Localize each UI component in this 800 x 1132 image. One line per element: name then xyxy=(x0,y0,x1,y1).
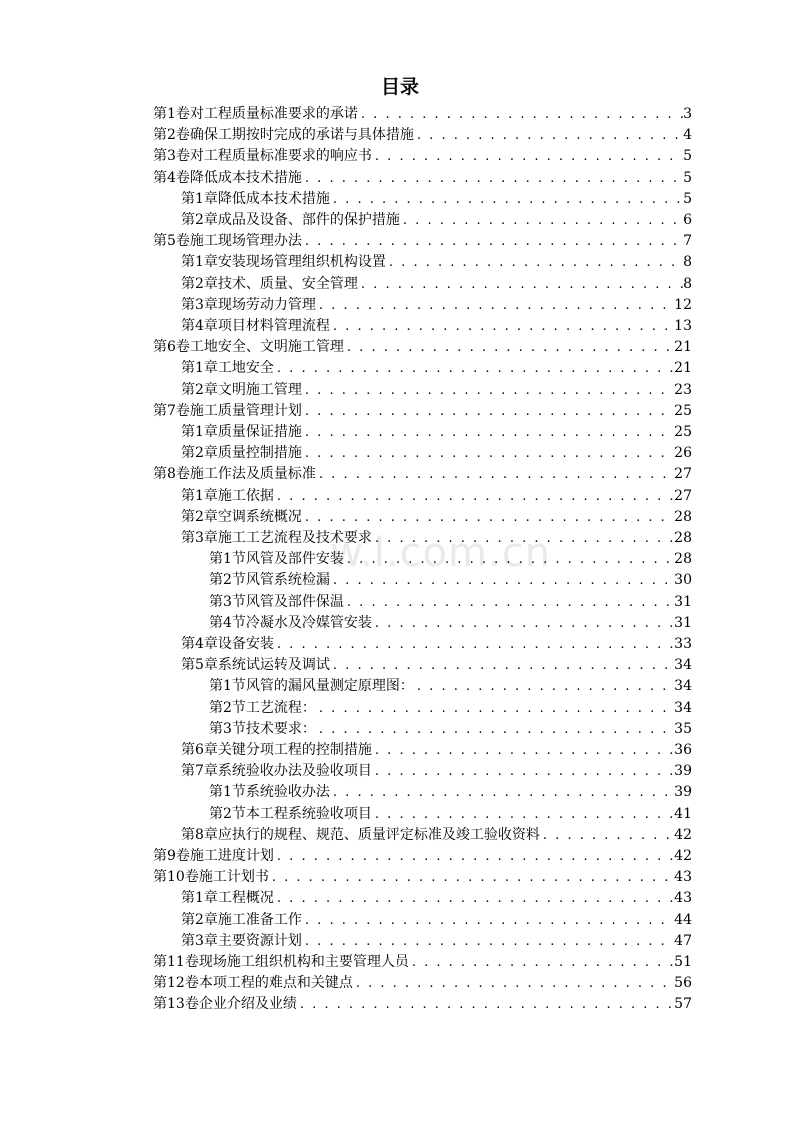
toc-leader-dots xyxy=(358,104,683,125)
toc-entry[interactable] xyxy=(181,740,692,761)
toc-entry-label: 第3卷 xyxy=(153,148,190,165)
toc-leader-dots xyxy=(274,486,674,507)
toc-entry-page: 28 xyxy=(674,530,692,546)
toc-entry-label: 第13卷 xyxy=(153,996,199,1013)
toc-entry-label: 第3章 xyxy=(181,296,218,313)
toc-entry-page: 36 xyxy=(674,742,692,758)
toc-entry[interactable] xyxy=(181,486,692,507)
toc-entry-label: 第4章 xyxy=(181,636,218,652)
toc-entry-page: 7 xyxy=(683,233,692,250)
toc-entry[interactable] xyxy=(209,676,692,697)
toc-entry-page: 51 xyxy=(674,954,692,970)
toc-entry-title: 项目材料管理流程 xyxy=(217,318,330,334)
toc-leader-dots xyxy=(316,719,674,740)
toc-entry[interactable] xyxy=(209,782,692,803)
toc-entry-title: 工地安全、文明施工管理 xyxy=(189,339,344,356)
toc-entry-page: 27 xyxy=(674,466,692,483)
toc-entry-title: 系统试运转及调试 xyxy=(217,657,330,674)
toc-entry-page: 21 xyxy=(674,360,692,377)
toc-entry-title: 施工进度计划 xyxy=(189,848,274,864)
toc-entry-title: 施工现场管理办法 xyxy=(189,233,302,250)
toc-entry[interactable] xyxy=(209,613,692,634)
toc-entry-label: 第1章 xyxy=(181,424,218,440)
toc-entry[interactable] xyxy=(209,804,692,825)
toc-entry[interactable] xyxy=(153,125,692,146)
toc-entry-label: 第10卷 xyxy=(153,869,199,886)
toc-entry-title: 施工工艺流程及技术要求 xyxy=(217,530,372,546)
toc-entry-title: 本工程系统验收项目 xyxy=(245,805,372,822)
toc-leader-dots xyxy=(269,867,674,888)
toc-entry[interactable] xyxy=(153,867,692,888)
toc-entry-title: 施工准备工作 xyxy=(217,911,302,928)
toc-leader-dots xyxy=(274,888,674,909)
toc-leader-dots xyxy=(297,994,674,1015)
toc-entry[interactable] xyxy=(153,973,692,994)
toc-entry-title: 本项工程的难点和关键点 xyxy=(198,975,353,992)
toc-entry-label: 第2章 xyxy=(181,445,218,462)
toc-entry[interactable] xyxy=(153,168,692,189)
toc-entry-title: 对工程质量标准要求的承诺 xyxy=(189,106,358,122)
toc-entry[interactable] xyxy=(181,528,692,549)
toc-entry-page: 26 xyxy=(674,445,692,462)
toc-entry[interactable] xyxy=(181,888,692,909)
toc-entry-title: 施工依据 xyxy=(217,487,274,504)
toc-leader-dots xyxy=(400,210,683,231)
toc-entry-title: 空调系统概况 xyxy=(217,508,302,525)
toc-entry[interactable] xyxy=(209,592,692,613)
toc-leader-dots xyxy=(330,570,674,591)
toc-entry-page: 21 xyxy=(674,339,692,356)
toc-leader-dots xyxy=(540,825,674,846)
toc-entry-page: 31 xyxy=(674,593,692,610)
toc-entry-page: 44 xyxy=(674,911,692,928)
toc-leader-dots xyxy=(330,316,674,337)
toc-entry-page: 34 xyxy=(674,678,692,695)
toc-leader-dots xyxy=(302,931,674,952)
toc-entry-label: 第1卷 xyxy=(153,106,190,122)
toc-entry-title: 质量控制措施 xyxy=(217,445,302,462)
toc-entry-label: 第1节 xyxy=(209,551,246,568)
toc-entry-title: 工地安全 xyxy=(217,360,274,377)
toc-entry[interactable] xyxy=(153,994,692,1015)
toc-entry-page: 47 xyxy=(674,932,692,949)
toc-entry[interactable] xyxy=(209,698,692,719)
toc-entry-title: 降低成本技术措施 xyxy=(217,190,330,207)
toc-entry[interactable] xyxy=(181,422,692,443)
toc-entry-title: 工程概况 xyxy=(217,890,274,907)
toc-entry-label: 第4节 xyxy=(209,614,246,631)
toc-entry-title: 关键分项工程的控制措施 xyxy=(217,742,372,758)
toc-entry-label: 第7卷 xyxy=(153,402,190,419)
toc-entry[interactable] xyxy=(181,210,692,231)
toc-entry-page: 5 xyxy=(683,190,692,207)
toc-entry-title: 技术要求： xyxy=(245,720,316,737)
toc-leader-dots xyxy=(330,189,683,210)
toc-entry-page: 42 xyxy=(674,848,692,864)
toc-entry[interactable] xyxy=(153,231,692,252)
toc-leader-dots xyxy=(302,380,674,401)
toc-entry-title: 确保工期按时完成的承诺与具体措施 xyxy=(189,127,414,144)
toc-leader-dots xyxy=(409,952,674,973)
toc-entry[interactable] xyxy=(181,443,692,464)
toc-entry-label: 第2节 xyxy=(209,699,246,716)
toc-leader-dots xyxy=(358,274,683,295)
toc-leader-dots xyxy=(302,422,674,443)
toc-entry-title: 系统验收办法及验收项目 xyxy=(217,763,372,780)
toc-entry-label: 第8卷 xyxy=(153,466,190,483)
toc-entry-title: 降低成本技术措施 xyxy=(189,169,302,186)
toc-entry-title: 施工计划书 xyxy=(198,869,269,886)
toc-entry-label: 第8章 xyxy=(181,826,218,843)
toc-entry-title: 技术、质量、安全管理 xyxy=(217,275,358,292)
toc-entry-label: 第7章 xyxy=(181,763,218,780)
toc-entry[interactable] xyxy=(153,952,692,973)
toc-leader-dots xyxy=(372,528,674,549)
toc-entry-label: 第6卷 xyxy=(153,339,190,356)
toc-entry-title: 成品及设备、部件的保护措施 xyxy=(217,212,400,228)
toc-leader-dots xyxy=(274,358,674,379)
toc-entry-title: 风管的漏风量测定原理图： xyxy=(245,678,414,695)
toc-leader-dots xyxy=(302,168,683,189)
toc-leader-dots xyxy=(302,443,674,464)
toc-entry-label: 第2卷 xyxy=(153,127,190,144)
toc-entry-label: 第1章 xyxy=(181,190,218,207)
toc-entry-label: 第9卷 xyxy=(153,848,190,864)
toc-entry-title: 施工质量管理计划 xyxy=(189,402,302,419)
toc-leader-dots xyxy=(386,252,683,273)
toc-entry-page: 4 xyxy=(683,127,692,144)
toc-entry[interactable] xyxy=(181,295,692,316)
toc-entry[interactable] xyxy=(181,507,692,528)
toc-entry-label: 第3章 xyxy=(181,932,218,949)
toc-entry[interactable] xyxy=(153,337,692,358)
toc-leader-dots xyxy=(414,125,683,146)
toc-entry-page: 25 xyxy=(674,402,692,419)
toc-entry-title: 风管及部件保温 xyxy=(245,593,344,610)
toc-entry[interactable] xyxy=(209,719,692,740)
toc-entry-label: 第1章 xyxy=(181,360,218,377)
toc-entry[interactable] xyxy=(181,274,692,295)
toc-entry-page: 31 xyxy=(674,614,692,631)
toc-entry-label: 第5章 xyxy=(181,657,218,674)
toc-entry-title: 现场施工组织机构和主要管理人员 xyxy=(198,954,409,970)
toc-entry-page: 43 xyxy=(674,869,692,886)
toc-entry-page: 12 xyxy=(674,296,692,313)
toc-leader-dots xyxy=(316,698,674,719)
toc-entry-title: 企业介绍及业绩 xyxy=(198,996,297,1013)
toc-entry-label: 第3节 xyxy=(209,720,246,737)
toc-entry-page: 8 xyxy=(683,275,692,292)
toc-entry-label: 第3节 xyxy=(209,593,246,610)
toc-entry-page: 23 xyxy=(674,381,692,398)
toc-entry-page: 43 xyxy=(674,890,692,907)
toc-entry-page: 41 xyxy=(674,805,692,822)
toc-entry-page: 39 xyxy=(674,763,692,780)
page-title: 目录 xyxy=(380,76,419,98)
toc-entry-label: 第4卷 xyxy=(153,169,190,186)
toc-entry-page: 3 xyxy=(683,106,692,122)
watermark: w.l.com.cn xyxy=(330,530,552,576)
toc-entry[interactable] xyxy=(181,655,692,676)
toc-entry[interactable] xyxy=(209,549,692,570)
toc-entry-page: 5 xyxy=(683,148,692,165)
toc-entry-label: 第12卷 xyxy=(153,975,199,992)
toc-entry[interactable] xyxy=(181,380,692,401)
toc-leader-dots xyxy=(316,295,674,316)
toc-entry[interactable] xyxy=(153,146,692,167)
toc-entry-label: 第1节 xyxy=(209,784,246,801)
toc-entry-title: 设备安装 xyxy=(217,636,274,652)
toc-entry-label: 第1章 xyxy=(181,487,218,504)
toc-entry[interactable] xyxy=(153,464,692,485)
toc-entry[interactable] xyxy=(181,825,692,846)
toc-entry-title: 主要资源计划 xyxy=(217,932,302,949)
toc-leader-dots xyxy=(302,401,674,422)
toc-leader-dots xyxy=(372,146,683,167)
toc-leader-dots xyxy=(372,804,674,825)
toc-entry-title: 工艺流程： xyxy=(245,699,316,716)
toc-entry-page: 28 xyxy=(674,508,692,525)
toc-entry-page: 25 xyxy=(674,424,692,440)
toc-entry[interactable] xyxy=(181,910,692,931)
toc-entry-page: 28 xyxy=(674,551,692,568)
toc-entry-page: 34 xyxy=(674,657,692,674)
toc-entry-label: 第2章 xyxy=(181,212,218,228)
toc-entry-label: 第11卷 xyxy=(153,954,199,970)
toc-entry[interactable] xyxy=(153,401,692,422)
toc-leader-dots xyxy=(330,655,674,676)
toc-entry-page: 6 xyxy=(683,212,692,228)
toc-leader-dots xyxy=(344,337,674,358)
toc-leader-dots xyxy=(274,846,674,867)
toc-entry-page: 13 xyxy=(674,318,692,334)
toc-entry[interactable] xyxy=(181,189,692,210)
toc-leader-dots xyxy=(316,464,674,485)
toc-entry-label: 第1节 xyxy=(209,678,246,695)
toc-entry-label: 第3章 xyxy=(181,530,218,546)
toc-leader-dots xyxy=(372,761,674,782)
toc-entry[interactable] xyxy=(181,316,692,337)
toc-entry-label: 第2章 xyxy=(181,911,218,928)
toc-entry[interactable] xyxy=(181,931,692,952)
toc-entry-title: 冷凝水及冷媒管安装 xyxy=(245,614,372,631)
toc-leader-dots xyxy=(330,782,674,803)
toc-entry-label: 第2章 xyxy=(181,508,218,525)
toc-entry-page: 8 xyxy=(683,254,692,271)
toc-entry-label: 第1章 xyxy=(181,254,218,271)
toc-entry[interactable] xyxy=(181,358,692,379)
toc-entry-label: 第2章 xyxy=(181,275,218,292)
toc-leader-dots xyxy=(302,507,674,528)
toc-leader-dots xyxy=(372,613,674,634)
toc-entry[interactable] xyxy=(209,570,692,591)
toc-leader-dots xyxy=(302,910,674,931)
toc-entry-label: 第2节 xyxy=(209,572,246,589)
toc-entry-label: 第5卷 xyxy=(153,233,190,250)
toc-entry-label: 第4章 xyxy=(181,318,218,334)
toc-entry-title: 对工程质量标准要求的响应书 xyxy=(189,148,372,165)
toc-entry-label: 第2节 xyxy=(209,805,246,822)
toc-entry[interactable] xyxy=(181,252,692,273)
toc-entry-page: 30 xyxy=(674,572,692,589)
toc-entry-page: 56 xyxy=(674,975,692,992)
toc-entry-page: 39 xyxy=(674,784,692,801)
toc-entry-label: 第1章 xyxy=(181,890,218,907)
toc-entry-title: 现场劳动力管理 xyxy=(217,296,316,313)
toc-entry-page: 27 xyxy=(674,487,692,504)
toc-entry-page: 5 xyxy=(683,169,692,186)
toc-entry-title: 文明施工管理 xyxy=(217,381,302,398)
toc-entry-title: 应执行的规程、规范、质量评定标准及竣工验收资料 xyxy=(217,826,540,843)
toc-entry-page: 33 xyxy=(674,636,692,652)
toc-entry-title: 风管系统检漏 xyxy=(245,572,330,589)
toc-leader-dots xyxy=(372,740,674,761)
toc-leader-dots xyxy=(344,592,674,613)
toc-entry-page: 57 xyxy=(674,996,692,1013)
toc-entry[interactable] xyxy=(181,761,692,782)
toc-entry[interactable] xyxy=(153,104,692,125)
toc-entry-page: 35 xyxy=(674,720,692,737)
toc-leader-dots xyxy=(414,676,674,697)
toc-leader-dots xyxy=(353,973,674,994)
toc-entry-title: 施工作法及质量标准 xyxy=(189,466,316,483)
toc-entry-title: 安装现场管理组织机构设置 xyxy=(217,254,386,271)
toc-entry-label: 第2章 xyxy=(181,381,218,398)
toc-entry[interactable] xyxy=(181,634,692,655)
toc-entry-label: 第6章 xyxy=(181,742,218,758)
toc-leader-dots xyxy=(302,231,683,252)
toc-entry-title: 系统验收办法 xyxy=(245,784,330,801)
toc-leader-dots xyxy=(344,549,674,570)
toc-entry-page: 34 xyxy=(674,699,692,716)
toc-entry[interactable] xyxy=(153,846,692,867)
toc-entry-title: 风管及部件安装 xyxy=(245,551,344,568)
toc-entry-title: 质量保证措施 xyxy=(217,424,302,440)
toc-leader-dots xyxy=(274,634,674,655)
toc-entry-page: 42 xyxy=(674,826,692,843)
